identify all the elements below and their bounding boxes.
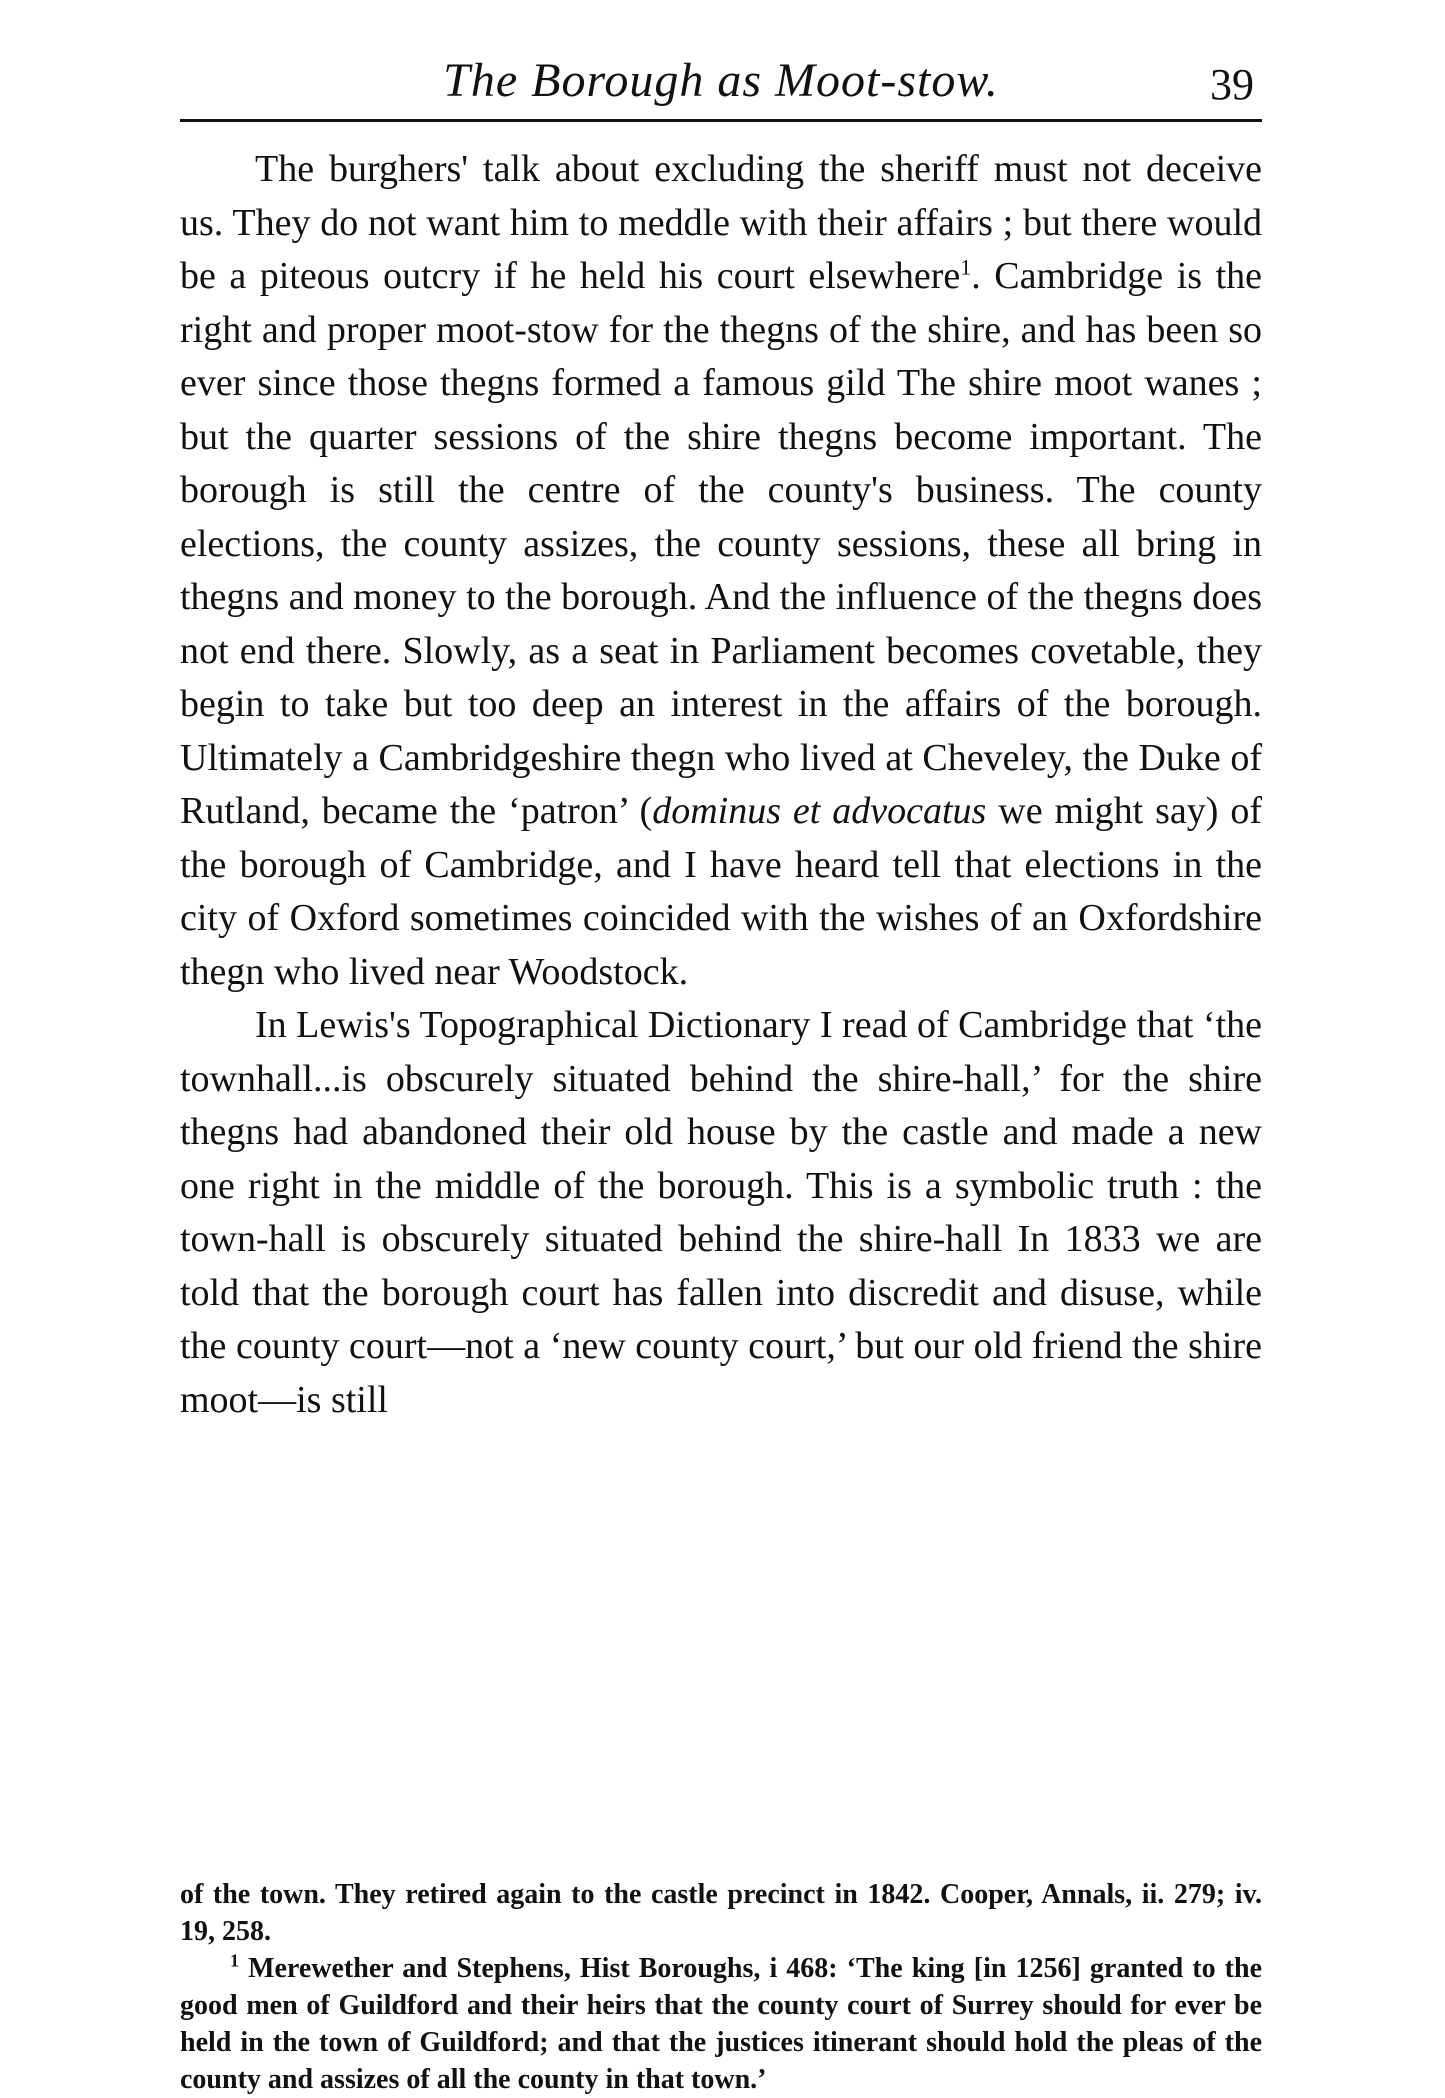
paragraph-text: The burghers' talk about excluding the sheriff must not deceive us. They do not want him to meddle with their affairs ; but there would be a piteous outcry if he held his court elsewhere: [180, 148, 1262, 297]
paragraph-text: . Cambridge is the right and proper moot-stow for the thegns of the shire, and has been so ever since those thegns formed a famous gild The shire moot wanes ; but the quarter sessions of the shire thegns become important. The borough is still the centre of the county's business. The county elections, the county assizes, the county sessions, these all bring in thegns and money to the borough. And the influence of the thegns does not end there. Slowly, as a seat in Parliament becomes covetable, they begin to take but too deep an interest in the affairs of the borough. Ultimately a Cambridgeshire thegn who lived at Cheveley, the Duke of Rutland, became the ‘patron’ (: [180, 255, 1262, 832]
footnote-number: 1: [230, 1950, 239, 1971]
footnote-continuation: of the town. They retired again to the castle precinct in 1842. Cooper, Annals, ii. 279; iv. 19, 258.: [180, 1879, 1262, 1947]
running-title: The Borough as Moot-stow.: [443, 54, 999, 107]
footnotes: [180, 1876, 1262, 2098]
paragraph-text: we might say) of the borough of Cambridge, and I have heard tell that elections in the city of Oxford sometimes coincided with the wishes of an Oxfordshire thegn who lived near Woodstock.: [180, 790, 1262, 993]
paragraph: [180, 999, 1262, 1427]
footnote: [180, 1950, 1262, 2098]
footnote-text: Merewether and Stephens, Hist Boroughs, i 468: ‘The king [in 1256] granted to the good men of Guildford and their heirs that the county court of Surrey should for ever be held in the town of Guildford; and that the justices itinerant should hold the pleas of the county and assizes of all the county in that town.’: [180, 1953, 1262, 2095]
header-rule: [180, 119, 1262, 122]
paragraph-text: In Lewis's Topographical Dictionary I read of Cambridge that ‘the townhall...is obscurely situated behind the shire-hall,’ for the shire thegns had abandoned their old house by the castle and made a new one right in the middle of the borough. This is a symbolic truth : the town-hall is obscurely situated behind the shire-hall In 1833 we are told that the borough court has fallen into discredit and disuse, while the county court—not a ‘new county court,’ but our old friend the shire moot—is still: [180, 1004, 1262, 1421]
footnote-marker: 1: [960, 254, 972, 280]
latin-phrase: dominus et advocatus: [652, 790, 987, 832]
body-text: [180, 143, 1262, 1427]
page-number: 39: [1210, 60, 1254, 109]
running-head: [180, 46, 1262, 116]
paragraph: [180, 143, 1262, 999]
